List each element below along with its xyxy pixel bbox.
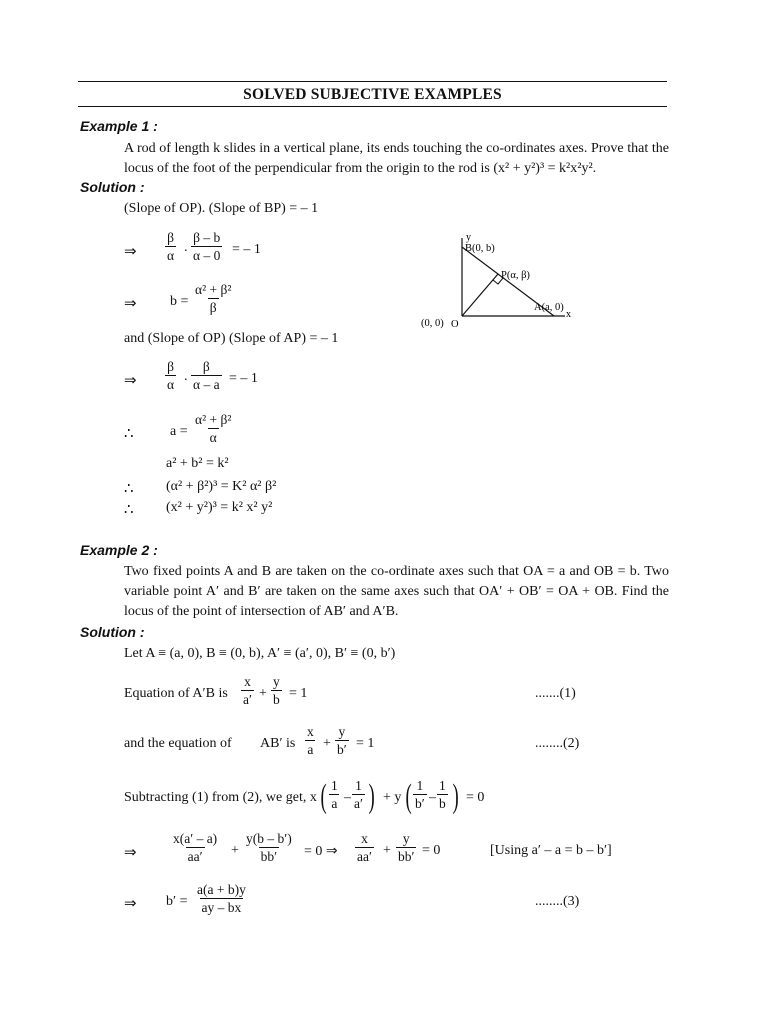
point-b-label: B(0, b) <box>465 243 495 254</box>
example2-solution-heading: Solution : <box>80 624 145 640</box>
example2-heading: Example 2 : <box>80 542 158 558</box>
denominator: α <box>167 248 175 263</box>
multiply-dot: . <box>184 369 188 384</box>
numerator: y <box>402 831 410 846</box>
y-axis-label: y <box>466 232 471 243</box>
example2-problem: Two fixed points A and B are taken on the co-ordinate axes such that OA = a and OB = b. Two variable point A′ and B′ are taken on the same axes such that OA′ + OB′ = OA + OB. Find the locus of the point of intersection of AB′ and A′B. <box>124 564 669 619</box>
equation-tag-3: ........(3) <box>535 894 580 909</box>
point-p-label: P(α, β) <box>501 270 530 281</box>
implies-symbol: ⇒ <box>124 296 137 312</box>
equation-ab-prime-intro: and the equation of <box>124 736 232 751</box>
fraction-one-over-b <box>437 777 448 812</box>
equals-minus-one: = – 1 <box>229 371 258 386</box>
denominator: aa′ <box>187 849 203 864</box>
implies-symbol: ⇒ <box>124 373 137 389</box>
fraction-slope-bp <box>191 229 222 264</box>
implies-symbol: ⇒ <box>124 845 137 861</box>
multiply-dot: . <box>184 240 188 255</box>
fraction-b-prime <box>195 881 248 916</box>
plus-y: + y <box>383 790 402 805</box>
equals-zero-implies: = 0 ⇒ <box>304 844 338 859</box>
denominator: b <box>439 796 446 811</box>
equation-a2-b2: a² + b² = k² <box>166 456 229 471</box>
denominator: aa′ <box>357 849 372 864</box>
origin-coordinates-label: (0, 0) <box>421 318 444 329</box>
numerator: β – b <box>193 230 221 245</box>
implies-symbol: ⇒ <box>124 896 137 912</box>
fraction-y-b-minus-b-prime <box>244 830 294 865</box>
equals-zero: = 0 <box>422 843 441 858</box>
fraction-b <box>193 281 233 316</box>
page-title: SOLVED SUBJECTIVE EXAMPLES <box>243 86 502 103</box>
therefore-symbol: ∴ <box>124 481 134 497</box>
numerator: x <box>244 674 251 689</box>
numerator: y <box>273 674 280 689</box>
plus-sign: + <box>323 736 331 751</box>
equation-tag-2: ........(2) <box>535 736 580 751</box>
denominator: bb′ <box>398 849 415 864</box>
fraction-a <box>193 411 233 446</box>
fraction-beta-over-alpha <box>165 358 176 393</box>
fraction-x-over-a-prime <box>241 673 254 708</box>
numerator: 1 <box>416 778 424 793</box>
example1-problem: A rod of length k slides in a vertical plane, its ends touching the co-ordinates axes. Prove that the locus of the foot of the perpendicular from the origin to the rod is (x² + y²)³ = k²x²y². <box>124 141 669 176</box>
numerator: β <box>167 230 174 245</box>
equation-tag-1: .......(1) <box>535 686 576 701</box>
fraction-y-over-b-prime <box>335 723 349 758</box>
left-paren: ( <box>320 778 327 815</box>
numerator: 1 <box>331 778 338 793</box>
using-note: [Using a′ – a = b – b′] <box>490 843 612 858</box>
fraction-one-over-b-prime <box>413 777 427 812</box>
minus-sign: – <box>429 790 436 805</box>
example1-heading: Example 1 : <box>80 118 158 134</box>
numerator: 1 <box>439 778 446 793</box>
denominator: a <box>307 742 314 757</box>
example1-solution-heading: Solution : <box>80 179 145 195</box>
numerator: y(b – b′) <box>246 831 292 846</box>
fraction-x-over-a <box>305 723 316 758</box>
denominator: bb′ <box>260 849 278 864</box>
numerator: a(a + b)y <box>197 882 246 897</box>
subtraction-statement: Subtracting (1) from (2), we get, x <box>124 790 317 805</box>
numerator: α² + β² <box>195 412 232 427</box>
denominator: α <box>167 377 175 392</box>
denominator: β <box>209 300 217 315</box>
slope-statement-2: and (Slope of OP) (Slope of AP) = – 1 <box>124 331 339 346</box>
numerator: β <box>167 359 174 374</box>
therefore-symbol: ∴ <box>124 502 134 518</box>
right-paren: ) <box>452 778 459 815</box>
plus-sign: + <box>383 843 391 858</box>
implies-symbol: ⇒ <box>124 244 137 260</box>
b-equals: b = <box>170 294 189 309</box>
top-rule <box>78 81 667 82</box>
minus-sign: – <box>344 790 351 805</box>
numerator: y <box>338 724 346 739</box>
denominator: b <box>273 692 280 707</box>
fraction-one-over-a-prime <box>352 777 365 812</box>
rod-figure-diagram <box>415 228 585 338</box>
numerator: 1 <box>355 778 362 793</box>
numerator: x <box>307 724 314 739</box>
fraction-slope-ap <box>191 358 222 393</box>
denominator: a′ <box>243 692 252 707</box>
denominator: α – 0 <box>193 248 221 263</box>
equals-zero: = 0 <box>466 790 485 805</box>
denominator: α <box>209 430 217 445</box>
denominator: ay – bx <box>201 900 242 915</box>
title-underline <box>78 106 667 107</box>
denominator: b′ <box>415 796 425 811</box>
slope-statement-1: (Slope of OP). (Slope of BP) = – 1 <box>124 201 319 216</box>
therefore-symbol: ∴ <box>124 426 134 442</box>
point-a-label: A(a, 0) <box>534 302 564 313</box>
origin-label: O <box>451 319 459 330</box>
perpendicular-line <box>462 274 498 316</box>
denominator: a′ <box>354 796 363 811</box>
b-prime-equals: b′ = <box>166 894 188 909</box>
numerator: x(a′ – a) <box>173 831 218 846</box>
fraction-one-over-a <box>329 777 340 812</box>
x-axis-label: x <box>566 309 571 320</box>
plus-sign: + <box>231 843 239 858</box>
denominator: α – a <box>193 377 220 392</box>
denominator: a <box>331 796 338 811</box>
a-equals: a = <box>170 424 188 439</box>
equation-ab-label: Equation of A′B is <box>124 686 228 701</box>
fraction-y-over-bb-prime <box>396 830 416 865</box>
fraction-y-over-b <box>271 673 282 708</box>
fraction-x-a-prime-minus-a <box>171 830 219 865</box>
equals-one: = 1 <box>356 736 375 751</box>
equals-minus-one: = – 1 <box>232 242 261 257</box>
fraction-beta-over-alpha <box>165 229 176 264</box>
right-paren: ) <box>368 778 375 815</box>
numerator: α² + β² <box>195 282 232 297</box>
denominator: b′ <box>337 742 347 757</box>
numerator: β <box>202 359 210 374</box>
equation-locus-result: (x² + y²)³ = k² x² y² <box>166 500 273 515</box>
numerator: x <box>361 831 368 846</box>
left-paren: ( <box>405 778 412 815</box>
equals-one: = 1 <box>289 686 308 701</box>
equation-ab-prime-label: AB′ is <box>260 736 296 751</box>
fraction-x-over-aa-prime <box>355 830 374 865</box>
plus-sign: + <box>259 686 267 701</box>
point-definitions: Let A ≡ (a, 0), B ≡ (0, b), A′ ≡ (a′, 0), B′ ≡ (0, b′) <box>124 646 396 661</box>
equation-alpha-beta: (α² + β²)³ = K² α² β² <box>166 479 277 494</box>
